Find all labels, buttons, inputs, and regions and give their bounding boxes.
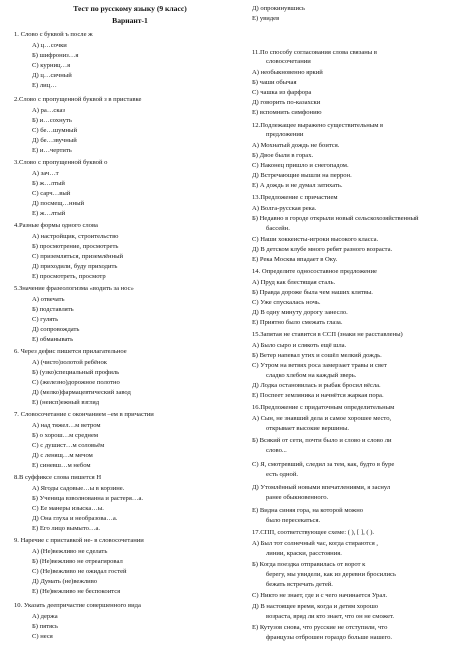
left-line: А) (чисто)золотой ребёнок: [32, 359, 107, 366]
right-line: берегу, мы увидели, как из деревни бросились: [266, 571, 396, 578]
left-line: Е) обманывать: [32, 336, 74, 343]
right-line: А) Пруд как блестящая сталь.: [252, 279, 336, 286]
right-line: А) Мохнатый дождь не боится.: [252, 142, 340, 149]
left-line: Б) (Не)вежливо не отреагировал: [32, 558, 123, 565]
left-line: Б) подставлять: [32, 306, 74, 313]
right-line: слово...: [266, 447, 287, 454]
left-line: 10. Указать деепричастие совершенного вида: [14, 602, 141, 609]
left-line: С) с душист…м соловьём: [32, 442, 105, 449]
right-line: Д) опрокинувшись: [252, 5, 305, 12]
right-line: Е) Река Москва впадает в Оку.: [252, 256, 338, 263]
right-line: предложении: [266, 131, 304, 138]
left-line: 2.Слово с пропущенной буквой з в приставке: [14, 96, 142, 103]
left-line: С) гулять: [32, 316, 59, 323]
right-line: С) Я, смотревший, следил за тем, как, будто в буре: [252, 461, 395, 468]
right-line: Д) В настоящее время, когда и детям хорошо: [252, 603, 379, 610]
right-line: Д) Встречающие вышли на перрон.: [252, 172, 352, 179]
left-line: Б) о хорош…м среднем: [32, 432, 99, 439]
right-line: А) Волга-русская река.: [252, 205, 317, 212]
left-line: Д) (мелко)фармацевтический завод: [32, 389, 131, 396]
right-line: Д) В одну минуту дорогу занесло.: [252, 309, 348, 316]
right-line: С) Никто не знает, где и с чего начинается Урал.: [252, 592, 388, 599]
left-line: Е) (Не)вежливо не беспокоится: [32, 588, 121, 595]
right-line: ранее обыкновенного.: [266, 494, 329, 501]
right-line: Б) Ветер напевал утих и сошёл мелкий дождь.: [252, 352, 382, 359]
left-line: С) курниц…я: [32, 62, 71, 69]
right-line: 15.Запятая не ставится в ССП (знаки не расставлены): [252, 331, 403, 338]
right-line: Д) В детском клубе много ребят разного возраста.: [252, 246, 393, 253]
left-line: 9. Наречие с приставкой не- в словосочетании: [14, 537, 144, 544]
right-line: возраста, вряд ли кто знает, что он не сможет.: [266, 613, 395, 620]
right-line: линии, краски, расстояния.: [266, 550, 342, 557]
left-line: А) Ягоды садовые…ы в корзине.: [32, 485, 125, 492]
left-line: Б) и…сохнуть: [32, 117, 72, 124]
right-line: сладко хлебом на каждый зверь.: [266, 372, 357, 379]
left-line: Д) с ленящ…м мечом: [32, 452, 93, 459]
left-line: Б) пятясь: [32, 623, 58, 630]
left-line: А) ц…сочки: [32, 42, 67, 49]
right-line: 14. Определите односоставное предложение: [252, 268, 377, 275]
right-line: Е) вспомнить симфонию: [252, 109, 322, 116]
left-line: Д) приходили, буду приходить: [32, 263, 118, 270]
right-line: Е) Поспеет земляника и начнётся жаркая пора.: [252, 392, 384, 399]
left-line: Д) посмещ…нный: [32, 200, 85, 207]
left-line: Е) лиц…: [32, 82, 57, 89]
left-line: Е) синевш…м небом: [32, 462, 91, 469]
left-line: Тест по русскому языку (9 класс): [73, 4, 187, 13]
right-line: Е) Кутузов снова, что русские не отступили, что: [252, 624, 388, 631]
right-line: бассейн.: [266, 225, 290, 232]
left-line: Е) и…чертить: [32, 147, 72, 154]
left-line: Е) ж…лтый: [32, 210, 66, 217]
left-line: С) сарч…вый: [32, 190, 71, 197]
left-line: 7. Словосочетание с окончанием –ем в причастии: [14, 411, 154, 418]
right-line: есть одной.: [266, 471, 299, 478]
left-line: Д) ц…сичный: [32, 72, 72, 79]
right-line: 17.СПП, соответствующее схеме: ( ), [ ], ( ).: [252, 529, 375, 536]
right-line: С) Утром на ветвях роса замерзает травы и свет: [252, 362, 387, 369]
right-line: 16.Предложение с придаточным определительным: [252, 404, 395, 411]
right-line: С) чашка из фарфора: [252, 89, 312, 96]
right-line: Б) Когда поездка отправилась от ворот к: [252, 561, 366, 568]
left-line: Вариант-1: [112, 16, 148, 25]
left-line: С) Ее манеры изыска…ы.: [32, 505, 104, 512]
right-line: открывает высокие вершины.: [266, 425, 350, 432]
left-line: 8.В суффиксе слова пишется Н: [14, 474, 102, 481]
left-line: 5.Значение фразеологизма «водить за нос»: [14, 285, 134, 292]
right-line: А) Сын, не знавший дела и самое хорошее место,: [252, 415, 392, 422]
right-line: французы отброшен гораздо больше нашего.: [266, 634, 393, 641]
right-line: С) Уже спускалась ночь.: [252, 299, 321, 306]
right-line: Е) увидев: [252, 15, 280, 22]
left-line: С) (железно)дорожное полотно: [32, 379, 120, 386]
left-line: С) приземляться, приземлённый: [32, 253, 124, 260]
right-line: Е) Приятно было смежать глаза.: [252, 319, 343, 326]
right-line: Б) Недавно в городе открыли новый сельскохозяйственный: [252, 215, 419, 222]
left-line: А) держа: [32, 613, 58, 620]
left-line: А) настройщик, строительство: [32, 233, 119, 240]
right-line: А) Был тот солнечный час, когда стираются ,: [252, 540, 379, 547]
left-line: Д) Думать (не)вежливо: [32, 578, 98, 585]
left-line: А) зач…т: [32, 170, 59, 177]
left-line: 4.Разные формы одного слова: [14, 222, 98, 229]
left-line: 6. Через дефис пишется прилагательное: [14, 348, 127, 355]
right-line: 13.Предложение с причастием: [252, 194, 338, 201]
right-line: Б) Всякий от сети, почти было и слово и слово ли: [252, 437, 392, 444]
right-line: Д) Лодка остановилась и рыбак бросил вёсла.: [252, 382, 381, 389]
right-line: словосочетании: [266, 58, 311, 65]
left-line: Д) бе…звучный: [32, 137, 77, 144]
left-line: Д) сопровождать: [32, 326, 80, 333]
left-line: Д) Она глуха и необразова…а.: [32, 515, 118, 522]
right-line: бежать встречать детей.: [266, 581, 333, 588]
left-line: 3.Слово с пропущенной буквой о: [14, 159, 108, 166]
left-line: 1. Слово с буквой ъ после ж: [14, 31, 93, 38]
left-line: А) (Не)вежливо не сделать: [32, 548, 108, 555]
left-line: Е) Его лицо вымыто…а.: [32, 525, 101, 532]
right-line: Б) Двое были в горах.: [252, 152, 314, 159]
right-line: А) необыкновенно яркий: [252, 69, 323, 76]
right-line: Б) Правда дороже была чем наших клятвы.: [252, 289, 373, 296]
left-line: Б) (узко)специальный профиль: [32, 369, 120, 376]
left-line: С) (Не)вежливо не ожидал гостей: [32, 568, 127, 575]
left-line: А) ра…сказ: [32, 107, 65, 114]
right-line: было пересекаться.: [266, 517, 321, 524]
left-line: А) отвечать: [32, 296, 65, 303]
left-line: А) над тяжел…м ветром: [32, 422, 101, 429]
left-line: Б) просмотрение, просмотреть: [32, 243, 119, 250]
right-line: 12.Подлежащее выражено существительным в: [252, 122, 384, 129]
right-line: А) Было сыро и слякоть ещё шла.: [252, 342, 347, 349]
left-line: Е) просмотреть, просмотр: [32, 273, 106, 280]
right-line: Д) Утомлённый новыми впечатлениями, я заснул: [252, 484, 391, 491]
left-line: Б) Ученица взволнованна и растеря…а.: [32, 495, 144, 502]
left-line: Б) шифрониз…я: [32, 52, 79, 59]
left-line: С) бе…шумный: [32, 127, 77, 134]
right-line: Д) говорить по-казахски: [252, 99, 321, 106]
right-line: С) Наши хоккеисты-игроки высокого класса.: [252, 236, 379, 243]
left-line: Е) (неисп)ежный взгляд: [32, 399, 100, 406]
right-line: 11.По способу согласования слова связаны в: [252, 49, 377, 56]
left-line: С) неся: [32, 633, 53, 640]
right-line: Е) А дождь и не думал затихать.: [252, 182, 343, 189]
right-line: С) Наконец пришло и снегопадом.: [252, 162, 349, 169]
left-line: Б) ж…лтый: [32, 180, 65, 187]
right-line: Б) чаши обычая: [252, 79, 297, 86]
right-line: Е) Видна синяя гора, на которой можно: [252, 507, 364, 514]
